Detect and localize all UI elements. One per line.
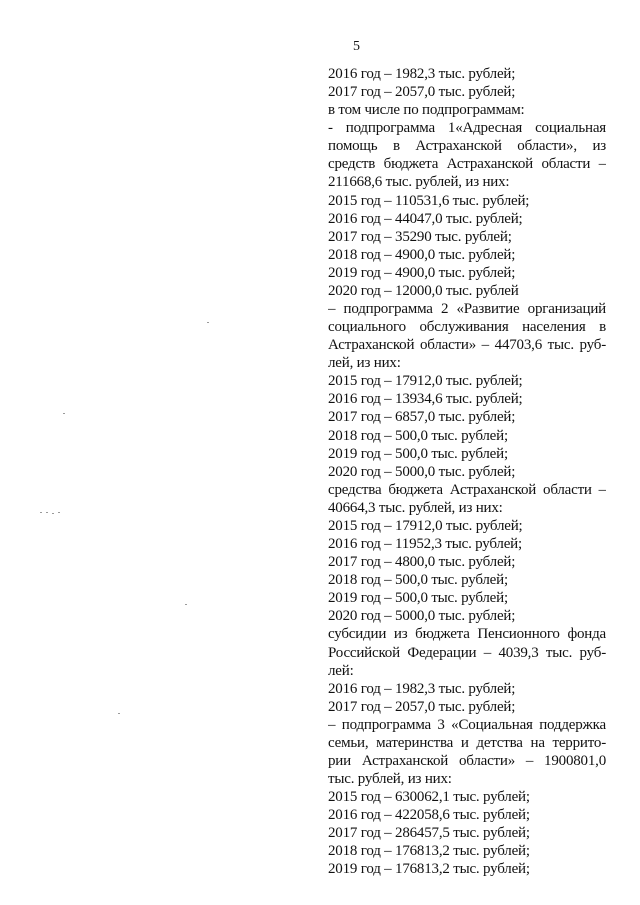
text-line: тыс. рублей, из них:	[328, 771, 452, 788]
page-number: 5	[353, 39, 360, 54]
text-line: 2016 год – 11952,3 тыс. рублей;	[328, 536, 522, 553]
text-line: 2017 год – 2057,0 тыс. рублей;	[328, 698, 516, 715]
scan-speck	[207, 322, 209, 323]
text-line: 2019 год – 4900,0 тыс. рублей;	[328, 264, 516, 281]
text-line: социального обслуживания населения в	[328, 319, 606, 336]
text-line: средства бюджета Астраханской области –	[328, 481, 606, 498]
text-line: Российской Федерации – 4039,3 тыс. руб-	[328, 644, 606, 661]
text-line: 2017 год – 35290 тыс. рублей;	[328, 228, 512, 245]
scan-speck	[52, 513, 54, 514]
text-line: – подпрограмма 3 «Социальная поддержка	[328, 716, 606, 733]
text-line: лей:	[328, 662, 354, 679]
text-line: семьи, материнства и детства на террито-	[328, 734, 606, 751]
text-line: 2017 год – 6857,0 тыс. рублей;	[328, 409, 516, 426]
text-line: 2020 год – 12000,0 тыс. рублей	[328, 282, 519, 299]
scan-speck	[63, 413, 65, 414]
text-line: 2015 год – 17912,0 тыс. рублей;	[328, 373, 523, 390]
text-line: 2017 год – 4800,0 тыс. рублей;	[328, 554, 516, 571]
scan-speck	[58, 512, 60, 513]
document-text-column	[328, 65, 606, 879]
text-line: средств бюджета Астраханской области –	[328, 156, 606, 173]
text-line: 2018 год – 176813,2 тыс. рублей;	[328, 843, 530, 860]
text-line: 2015 год – 110531,6 тыс. рублей;	[328, 192, 530, 209]
text-line: - подпрограмма 1«Адресная социальная	[328, 120, 606, 137]
text-line: лей, из них:	[328, 355, 401, 372]
text-line: помощь в Астраханской области», из	[328, 138, 606, 155]
scan-speck	[118, 713, 120, 714]
text-line: Астраханской области» – 44703,6 тыс. руб-	[328, 337, 606, 354]
text-line: 2016 год – 1982,3 тыс. рублей;	[328, 680, 516, 697]
text-line: 2016 год – 1982,3 тыс. рублей;	[328, 66, 516, 82]
text-line: 2019 год – 500,0 тыс. рублей;	[328, 590, 508, 607]
text-line: в том числе по подпрограммам:	[328, 102, 525, 119]
text-line: 2018 год – 4900,0 тыс. рублей;	[328, 246, 516, 263]
text-line: 2016 год – 13934,6 тыс. рублей;	[328, 391, 523, 408]
scan-speck	[40, 512, 42, 513]
text-line: 2018 год – 500,0 тыс. рублей;	[328, 427, 508, 444]
text-line: 2017 год – 286457,5 тыс. рублей;	[328, 825, 530, 842]
scan-speck	[46, 512, 48, 513]
scan-speck	[185, 604, 187, 605]
text-line: 2015 год – 630062,1 тыс. рублей;	[328, 789, 530, 806]
text-line: 211668,6 тыс. рублей, из них:	[328, 174, 510, 191]
text-line: 2020 год – 5000,0 тыс. рублей;	[328, 463, 516, 480]
text-line: 2015 год – 17912,0 тыс. рублей;	[328, 517, 523, 534]
text-line: 2016 год – 44047,0 тыс. рублей;	[328, 210, 523, 227]
text-line: 2019 год – 176813,2 тыс. рублей;	[328, 861, 530, 878]
text-line: субсидии из бюджета Пенсионного фонда	[328, 626, 606, 643]
text-line: 2019 год – 500,0 тыс. рублей;	[328, 445, 508, 462]
text-line: – подпрограмма 2 «Развитие организаций	[328, 301, 606, 318]
text-line: 40664,3 тыс. рублей, из них:	[328, 499, 503, 516]
text-line: рии Астраханской области» – 1900801,0	[328, 752, 606, 769]
text-line: 2020 год – 5000,0 тыс. рублей;	[328, 608, 516, 625]
text-line: 2018 год – 500,0 тыс. рублей;	[328, 572, 508, 589]
text-line: 2017 год – 2057,0 тыс. рублей;	[328, 84, 516, 101]
text-line: 2016 год – 422058,6 тыс. рублей;	[328, 807, 530, 824]
